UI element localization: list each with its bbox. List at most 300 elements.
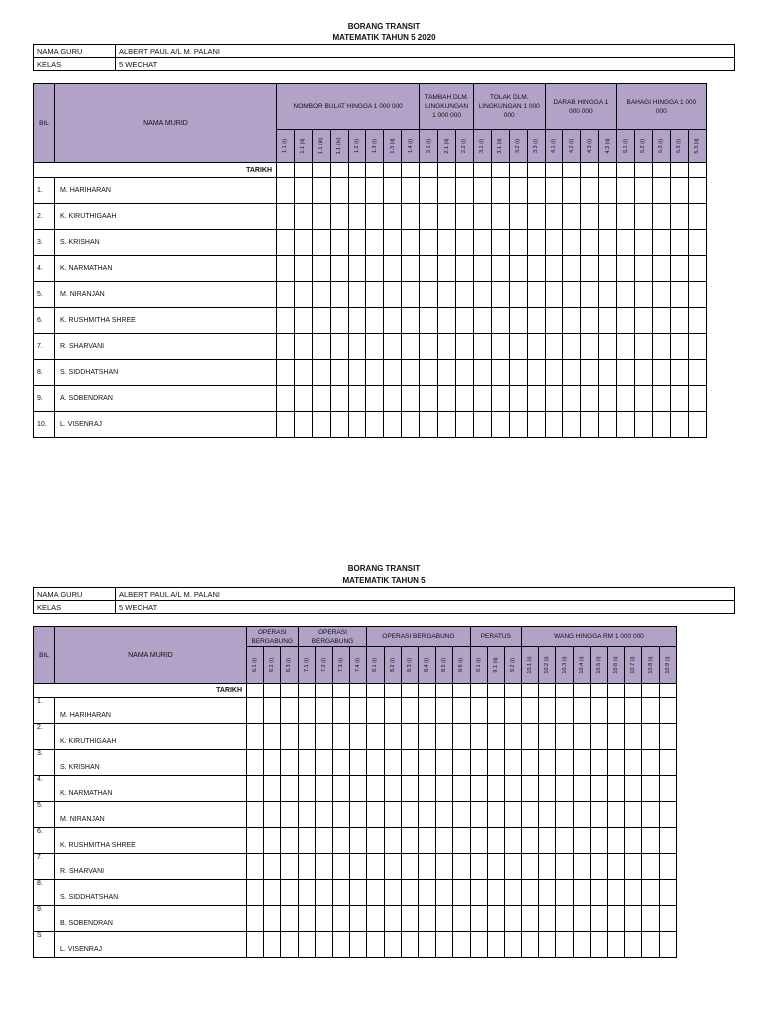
mark-cell[interactable] [384,906,401,932]
date-cell[interactable] [509,163,527,178]
mark-cell[interactable] [659,776,676,802]
mark-cell[interactable] [418,880,435,906]
mark-cell[interactable] [277,204,295,230]
mark-cell[interactable] [298,776,315,802]
mark-cell[interactable] [659,906,676,932]
mark-cell[interactable] [642,776,659,802]
mark-cell[interactable] [617,178,635,204]
mark-cell[interactable] [473,412,491,438]
mark-cell[interactable] [367,932,384,958]
mark-cell[interactable] [350,880,367,906]
mark-cell[interactable] [509,230,527,256]
mark-cell[interactable] [384,178,402,204]
mark-cell[interactable] [608,854,625,880]
mark-cell[interactable] [402,230,420,256]
mark-cell[interactable] [491,256,509,282]
date-cell[interactable] [688,163,706,178]
date-cell[interactable] [545,163,563,178]
mark-cell[interactable] [315,880,332,906]
mark-cell[interactable] [247,802,264,828]
mark-cell[interactable] [470,802,487,828]
mark-cell[interactable] [573,854,590,880]
mark-cell[interactable] [384,308,402,334]
mark-cell[interactable] [436,906,453,932]
mark-cell[interactable] [504,750,521,776]
mark-cell[interactable] [332,880,349,906]
mark-cell[interactable] [420,178,438,204]
mark-cell[interactable] [527,282,545,308]
mark-cell[interactable] [599,360,617,386]
mark-cell[interactable] [491,360,509,386]
mark-cell[interactable] [294,308,312,334]
mark-cell[interactable] [563,282,581,308]
mark-cell[interactable] [652,412,670,438]
mark-cell[interactable] [635,334,653,360]
mark-cell[interactable] [590,724,607,750]
mark-cell[interactable] [522,906,539,932]
date-cell[interactable] [247,684,264,698]
date-cell[interactable] [504,684,521,698]
mark-cell[interactable] [453,828,470,854]
mark-cell[interactable] [453,750,470,776]
mark-cell[interactable] [348,256,366,282]
mark-cell[interactable] [438,334,456,360]
mark-cell[interactable] [522,698,539,724]
mark-cell[interactable] [367,880,384,906]
mark-cell[interactable] [350,932,367,958]
mark-cell[interactable] [599,204,617,230]
mark-cell[interactable] [401,880,418,906]
mark-cell[interactable] [625,698,642,724]
mark-cell[interactable] [264,828,281,854]
mark-cell[interactable] [473,386,491,412]
mark-cell[interactable] [527,230,545,256]
mark-cell[interactable] [545,230,563,256]
mark-cell[interactable] [281,750,298,776]
mark-cell[interactable] [642,724,659,750]
mark-cell[interactable] [470,880,487,906]
date-cell[interactable] [277,163,295,178]
mark-cell[interactable] [312,334,330,360]
mark-cell[interactable] [366,282,384,308]
mark-cell[interactable] [298,750,315,776]
mark-cell[interactable] [312,360,330,386]
mark-cell[interactable] [402,360,420,386]
mark-cell[interactable] [659,724,676,750]
date-cell[interactable] [401,684,418,698]
mark-cell[interactable] [527,204,545,230]
mark-cell[interactable] [509,334,527,360]
mark-cell[interactable] [367,776,384,802]
mark-cell[interactable] [298,880,315,906]
mark-cell[interactable] [438,230,456,256]
mark-cell[interactable] [487,724,504,750]
mark-cell[interactable] [367,724,384,750]
date-cell[interactable] [617,163,635,178]
date-cell[interactable] [556,684,573,698]
mark-cell[interactable] [617,412,635,438]
mark-cell[interactable] [312,412,330,438]
mark-cell[interactable] [590,854,607,880]
mark-cell[interactable] [670,204,688,230]
mark-cell[interactable] [384,724,401,750]
mark-cell[interactable] [527,334,545,360]
mark-cell[interactable] [539,932,556,958]
date-cell[interactable] [294,163,312,178]
mark-cell[interactable] [384,698,401,724]
mark-cell[interactable] [402,204,420,230]
mark-cell[interactable] [670,386,688,412]
mark-cell[interactable] [401,932,418,958]
mark-cell[interactable] [487,854,504,880]
mark-cell[interactable] [556,932,573,958]
mark-cell[interactable] [348,334,366,360]
mark-cell[interactable] [625,750,642,776]
mark-cell[interactable] [247,880,264,906]
date-cell[interactable] [527,163,545,178]
mark-cell[interactable] [453,724,470,750]
mark-cell[interactable] [581,334,599,360]
mark-cell[interactable] [294,204,312,230]
mark-cell[interactable] [330,256,348,282]
mark-cell[interactable] [625,828,642,854]
mark-cell[interactable] [420,308,438,334]
mark-cell[interactable] [384,334,402,360]
mark-cell[interactable] [608,698,625,724]
mark-cell[interactable] [332,906,349,932]
mark-cell[interactable] [581,204,599,230]
date-cell[interactable] [315,684,332,698]
mark-cell[interactable] [522,776,539,802]
mark-cell[interactable] [277,308,295,334]
mark-cell[interactable] [539,828,556,854]
mark-cell[interactable] [652,308,670,334]
mark-cell[interactable] [545,256,563,282]
mark-cell[interactable] [590,880,607,906]
mark-cell[interactable] [642,828,659,854]
mark-cell[interactable] [332,932,349,958]
mark-cell[interactable] [659,932,676,958]
mark-cell[interactable] [366,386,384,412]
date-cell[interactable] [384,684,401,698]
mark-cell[interactable] [642,802,659,828]
mark-cell[interactable] [264,698,281,724]
mark-cell[interactable] [298,698,315,724]
mark-cell[interactable] [590,698,607,724]
mark-cell[interactable] [635,360,653,386]
mark-cell[interactable] [599,256,617,282]
mark-cell[interactable] [298,802,315,828]
mark-cell[interactable] [670,282,688,308]
mark-cell[interactable] [473,282,491,308]
mark-cell[interactable] [608,802,625,828]
mark-cell[interactable] [563,412,581,438]
mark-cell[interactable] [659,802,676,828]
mark-cell[interactable] [625,776,642,802]
date-cell[interactable] [473,163,491,178]
mark-cell[interactable] [315,776,332,802]
mark-cell[interactable] [312,178,330,204]
mark-cell[interactable] [298,854,315,880]
mark-cell[interactable] [332,724,349,750]
mark-cell[interactable] [312,204,330,230]
mark-cell[interactable] [659,880,676,906]
mark-cell[interactable] [581,230,599,256]
mark-cell[interactable] [539,906,556,932]
mark-cell[interactable] [281,854,298,880]
mark-cell[interactable] [491,334,509,360]
mark-cell[interactable] [527,256,545,282]
mark-cell[interactable] [350,750,367,776]
mark-cell[interactable] [456,256,474,282]
mark-cell[interactable] [401,776,418,802]
mark-cell[interactable] [581,412,599,438]
mark-cell[interactable] [539,802,556,828]
mark-cell[interactable] [504,724,521,750]
mark-cell[interactable] [556,906,573,932]
date-cell[interactable] [539,684,556,698]
mark-cell[interactable] [436,698,453,724]
mark-cell[interactable] [453,880,470,906]
mark-cell[interactable] [522,802,539,828]
mark-cell[interactable] [473,308,491,334]
mark-cell[interactable] [294,282,312,308]
mark-cell[interactable] [563,334,581,360]
date-cell[interactable] [590,684,607,698]
mark-cell[interactable] [504,880,521,906]
mark-cell[interactable] [402,282,420,308]
mark-cell[interactable] [315,932,332,958]
mark-cell[interactable] [509,204,527,230]
mark-cell[interactable] [438,282,456,308]
mark-cell[interactable] [277,334,295,360]
mark-cell[interactable] [384,230,402,256]
mark-cell[interactable] [453,906,470,932]
mark-cell[interactable] [384,776,401,802]
date-cell[interactable] [436,684,453,698]
mark-cell[interactable] [281,932,298,958]
mark-cell[interactable] [348,412,366,438]
mark-cell[interactable] [522,932,539,958]
mark-cell[interactable] [401,750,418,776]
date-cell[interactable] [635,163,653,178]
mark-cell[interactable] [264,906,281,932]
mark-cell[interactable] [563,308,581,334]
mark-cell[interactable] [504,802,521,828]
mark-cell[interactable] [367,906,384,932]
mark-cell[interactable] [556,828,573,854]
mark-cell[interactable] [332,698,349,724]
mark-cell[interactable] [635,308,653,334]
mark-cell[interactable] [315,854,332,880]
mark-cell[interactable] [384,880,401,906]
mark-cell[interactable] [509,178,527,204]
date-cell[interactable] [348,163,366,178]
mark-cell[interactable] [625,854,642,880]
mark-cell[interactable] [487,828,504,854]
mark-cell[interactable] [247,750,264,776]
mark-cell[interactable] [315,828,332,854]
mark-cell[interactable] [420,412,438,438]
mark-cell[interactable] [418,724,435,750]
mark-cell[interactable] [315,724,332,750]
mark-cell[interactable] [330,230,348,256]
mark-cell[interactable] [659,698,676,724]
mark-cell[interactable] [402,178,420,204]
mark-cell[interactable] [491,230,509,256]
mark-cell[interactable] [608,906,625,932]
mark-cell[interactable] [315,750,332,776]
mark-cell[interactable] [473,230,491,256]
mark-cell[interactable] [599,308,617,334]
mark-cell[interactable] [315,906,332,932]
mark-cell[interactable] [509,412,527,438]
mark-cell[interactable] [312,230,330,256]
mark-cell[interactable] [581,360,599,386]
mark-cell[interactable] [350,828,367,854]
date-cell[interactable] [642,684,659,698]
mark-cell[interactable] [402,334,420,360]
date-cell[interactable] [470,684,487,698]
mark-cell[interactable] [573,776,590,802]
mark-cell[interactable] [456,412,474,438]
mark-cell[interactable] [438,204,456,230]
mark-cell[interactable] [556,880,573,906]
mark-cell[interactable] [456,360,474,386]
mark-cell[interactable] [545,360,563,386]
date-cell[interactable] [402,163,420,178]
mark-cell[interactable] [573,880,590,906]
mark-cell[interactable] [473,334,491,360]
mark-cell[interactable] [473,178,491,204]
mark-cell[interactable] [659,750,676,776]
mark-cell[interactable] [456,204,474,230]
mark-cell[interactable] [456,308,474,334]
mark-cell[interactable] [298,906,315,932]
mark-cell[interactable] [652,256,670,282]
mark-cell[interactable] [294,412,312,438]
mark-cell[interactable] [573,906,590,932]
mark-cell[interactable] [688,230,706,256]
mark-cell[interactable] [563,256,581,282]
mark-cell[interactable] [277,282,295,308]
mark-cell[interactable] [420,282,438,308]
mark-cell[interactable] [402,386,420,412]
mark-cell[interactable] [366,308,384,334]
date-cell[interactable] [384,163,402,178]
mark-cell[interactable] [670,360,688,386]
mark-cell[interactable] [599,230,617,256]
mark-cell[interactable] [281,880,298,906]
mark-cell[interactable] [617,204,635,230]
mark-cell[interactable] [642,698,659,724]
mark-cell[interactable] [298,828,315,854]
mark-cell[interactable] [384,828,401,854]
mark-cell[interactable] [527,360,545,386]
mark-cell[interactable] [617,386,635,412]
mark-cell[interactable] [366,334,384,360]
mark-cell[interactable] [670,412,688,438]
mark-cell[interactable] [635,230,653,256]
mark-cell[interactable] [539,880,556,906]
mark-cell[interactable] [402,412,420,438]
mark-cell[interactable] [298,724,315,750]
mark-cell[interactable] [539,750,556,776]
mark-cell[interactable] [436,724,453,750]
date-cell[interactable] [652,163,670,178]
mark-cell[interactable] [264,776,281,802]
mark-cell[interactable] [384,204,402,230]
mark-cell[interactable] [527,178,545,204]
mark-cell[interactable] [453,932,470,958]
mark-cell[interactable] [509,282,527,308]
mark-cell[interactable] [264,724,281,750]
date-cell[interactable] [599,163,617,178]
mark-cell[interactable] [599,386,617,412]
mark-cell[interactable] [436,854,453,880]
mark-cell[interactable] [348,204,366,230]
mark-cell[interactable] [617,282,635,308]
date-cell[interactable] [367,684,384,698]
mark-cell[interactable] [573,828,590,854]
mark-cell[interactable] [456,282,474,308]
mark-cell[interactable] [625,906,642,932]
mark-cell[interactable] [688,308,706,334]
mark-cell[interactable] [522,724,539,750]
mark-cell[interactable] [294,178,312,204]
mark-cell[interactable] [688,360,706,386]
mark-cell[interactable] [556,724,573,750]
mark-cell[interactable] [491,178,509,204]
mark-cell[interactable] [491,412,509,438]
mark-cell[interactable] [659,828,676,854]
mark-cell[interactable] [504,828,521,854]
mark-cell[interactable] [487,880,504,906]
mark-cell[interactable] [420,204,438,230]
mark-cell[interactable] [642,906,659,932]
mark-cell[interactable] [527,386,545,412]
date-cell[interactable] [563,163,581,178]
mark-cell[interactable] [670,256,688,282]
mark-cell[interactable] [277,256,295,282]
mark-cell[interactable] [670,178,688,204]
mark-cell[interactable] [635,282,653,308]
mark-cell[interactable] [470,828,487,854]
mark-cell[interactable] [367,698,384,724]
mark-cell[interactable] [563,230,581,256]
mark-cell[interactable] [294,360,312,386]
mark-cell[interactable] [436,750,453,776]
mark-cell[interactable] [470,724,487,750]
mark-cell[interactable] [590,750,607,776]
mark-cell[interactable] [420,360,438,386]
date-cell[interactable] [573,684,590,698]
mark-cell[interactable] [418,828,435,854]
mark-cell[interactable] [367,828,384,854]
mark-cell[interactable] [573,932,590,958]
mark-cell[interactable] [545,412,563,438]
mark-cell[interactable] [617,360,635,386]
mark-cell[interactable] [617,256,635,282]
mark-cell[interactable] [487,906,504,932]
mark-cell[interactable] [590,828,607,854]
mark-cell[interactable] [608,750,625,776]
mark-cell[interactable] [470,750,487,776]
mark-cell[interactable] [608,932,625,958]
mark-cell[interactable] [281,698,298,724]
mark-cell[interactable] [473,256,491,282]
mark-cell[interactable] [401,724,418,750]
